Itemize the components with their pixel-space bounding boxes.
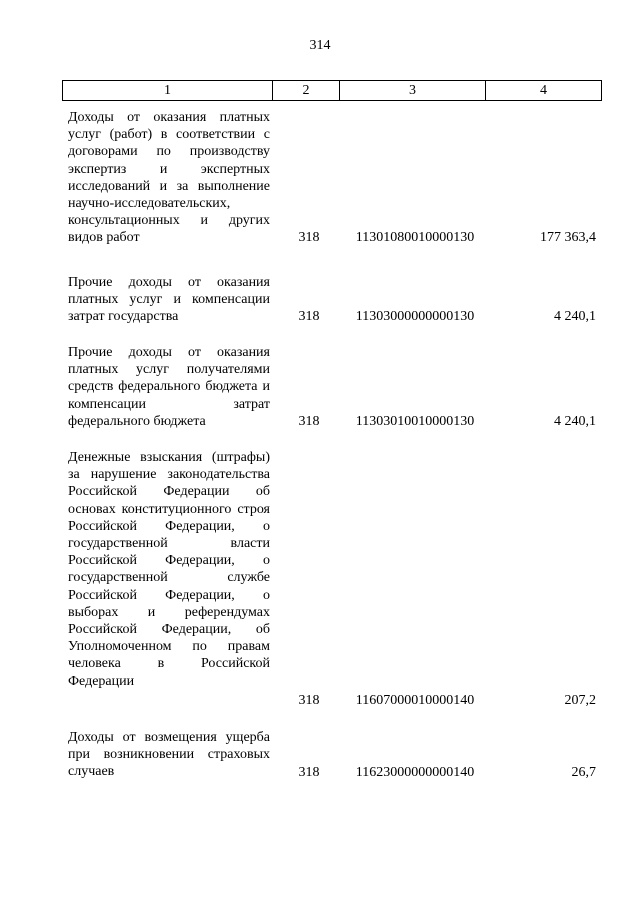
row-code: 318 [298,414,320,429]
row-description: Прочие доходы от оказания платных услуг получателями средств федерального бюджета и компенсации затрат федерального бюджета [68,345,270,429]
row-description: Прочие доходы от оказания платных услуг и компенсации затрат государства [68,275,270,325]
column-header-4: 4 [486,81,602,101]
row-amount: 26,7 [571,765,596,780]
column-header-1: 1 [63,81,273,101]
row-kbk: 11303010010000130 [355,414,475,429]
row-description: Доходы от оказания платных услуг (работ) в соответствии с договорами по производству экспертиз и экспертных исследований и за выполнение научно-исследовательских, консультационных и других видов работ [68,110,270,246]
row-kbk: 11623000000000140 [355,765,475,780]
row-code: 318 [298,230,320,245]
column-header-row [63,81,602,101]
row-amount: 4 240,1 [554,309,596,324]
row-amount: 177 363,4 [540,230,596,245]
row-description: Доходы от возмещения ущерба при возникновении страховых случаев [68,730,270,780]
column-header-3: 3 [340,81,486,101]
row-kbk: 11607000010000140 [355,693,475,708]
row-kbk: 11303000000000130 [355,309,475,324]
row-code: 318 [298,765,320,780]
row-code: 318 [298,693,320,708]
column-header-2: 2 [273,81,340,101]
row-description: Денежные взыскания (штрафы) за нарушение законодательства Российской Федерации об основах конституционного строя Российской Федерации, о государственной власти Российской Федерации, о государственной службе Российской Федерации, о выборах и референдумах Российской Федерации, об Уполномоченном по правам человека в Российской Федерации [68,450,270,689]
row-kbk: 11301080010000130 [355,230,475,245]
row-code: 318 [298,309,320,324]
page-number: 314 [309,38,331,53]
column-header-table [62,80,602,101]
row-amount: 207,2 [564,693,596,708]
row-amount: 4 240,1 [554,414,596,429]
